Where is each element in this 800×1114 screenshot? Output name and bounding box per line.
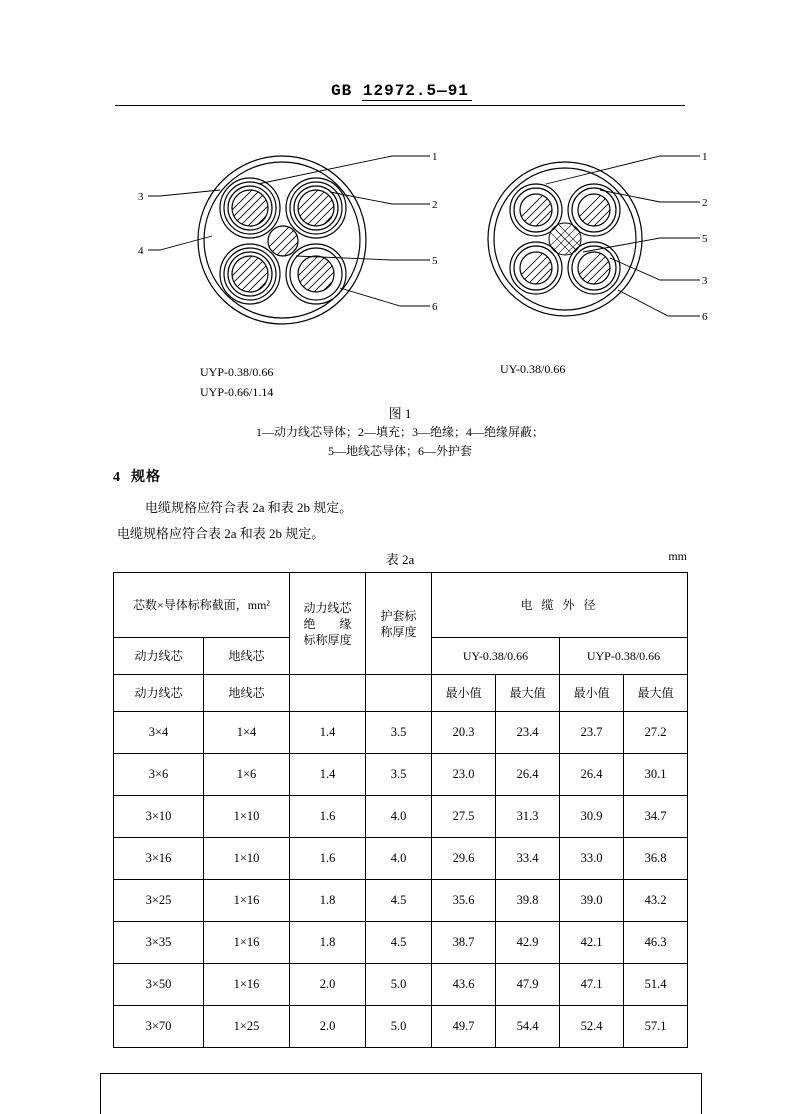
cell-uy-min: 38.7 <box>432 922 496 964</box>
cell-uyp-max: 34.7 <box>624 796 688 838</box>
table-row <box>114 964 688 1006</box>
cell-uy-max: 23.4 <box>496 712 560 754</box>
cell-ins: 1.4 <box>290 712 366 754</box>
cell-uy-min: 23.0 <box>432 754 496 796</box>
cell-uyp-max: 43.2 <box>624 880 688 922</box>
cell-power: 3×4 <box>114 712 204 754</box>
cell-uy-max: 26.4 <box>496 754 560 796</box>
header-uy-group: UY-0.38/0.66 <box>432 638 560 675</box>
header-uyp-min: 最小值 <box>560 675 624 712</box>
header-sheath-line1: 护套标 <box>380 608 417 623</box>
cell-ground: 1×16 <box>204 964 290 1006</box>
section-heading <box>113 466 161 486</box>
cell-sheath: 4.5 <box>366 922 432 964</box>
header-uyp-max: 最大值 <box>624 675 688 712</box>
figure-legend <box>0 423 800 461</box>
cell-sheath: 4.0 <box>366 796 432 838</box>
figure-caption-left <box>200 362 273 402</box>
figure-label-right-2: 2 <box>702 197 708 209</box>
cell-power: 3×70 <box>114 1006 204 1048</box>
cell-uyp-min: 33.0 <box>560 838 624 880</box>
header-sheath-thickness <box>366 573 432 675</box>
cell-ground: 1×10 <box>204 796 290 838</box>
cell-ground: 1×16 <box>204 880 290 922</box>
header-power-core-2: 动力线芯 <box>114 675 204 712</box>
cell-uyp-min: 30.9 <box>560 796 624 838</box>
figure-label-left-4: 4 <box>138 245 144 257</box>
table-row <box>114 796 688 838</box>
header-ground-core: 地线芯 <box>204 638 290 675</box>
cell-uyp-max: 57.1 <box>624 1006 688 1048</box>
cell-sheath: 3.5 <box>366 712 432 754</box>
table-row <box>114 712 688 754</box>
cell-power: 3×16 <box>114 838 204 880</box>
figure-label-right-5: 5 <box>702 233 708 245</box>
cell-power: 3×50 <box>114 964 204 1006</box>
cell-ins: 1.4 <box>290 754 366 796</box>
cell-ins: 1.8 <box>290 880 366 922</box>
cell-uyp-min: 52.4 <box>560 1006 624 1048</box>
figure-label-right-3: 3 <box>702 275 708 287</box>
figure-label-right-6: 6 <box>702 311 708 323</box>
header-sheath-line2: 称厚度 <box>380 624 417 639</box>
header-ins-line3: 标称厚度 <box>303 632 352 647</box>
cell-ground: 1×16 <box>204 922 290 964</box>
cell-uyp-min: 23.7 <box>560 712 624 754</box>
header-ins-line1: 动力线芯 <box>303 600 352 615</box>
header-insulation-thickness <box>290 573 366 675</box>
section-number: 4 <box>113 470 121 485</box>
standard-number: GB 12972.5—91 <box>331 82 469 100</box>
cell-sheath: 4.5 <box>366 880 432 922</box>
cell-ins: 2.0 <box>290 964 366 1006</box>
header-rule <box>115 105 685 106</box>
cell-uy-min: 20.3 <box>432 712 496 754</box>
cell-ground: 1×4 <box>204 712 290 754</box>
footer-box <box>100 1073 702 1114</box>
figure-label-left-5: 5 <box>432 255 438 267</box>
cell-uy-min: 35.6 <box>432 880 496 922</box>
table-title: 表 2a <box>385 552 415 567</box>
cell-ground: 1×6 <box>204 754 290 796</box>
cell-uy-min: 29.6 <box>432 838 496 880</box>
header-uy-max: 最大值 <box>496 675 560 712</box>
cell-uyp-min: 47.1 <box>560 964 624 1006</box>
cell-uyp-min: 39.0 <box>560 880 624 922</box>
page-header <box>115 82 685 102</box>
cell-uy-min: 27.5 <box>432 796 496 838</box>
cell-uyp-max: 51.4 <box>624 964 688 1006</box>
header-sheath-blank <box>366 675 432 712</box>
figure-number: 图 1 <box>388 406 412 421</box>
section-paragraph-2: 电缆规格应符合表 2a 和表 2b 规定。 <box>117 526 325 541</box>
figure-label-left-6: 6 <box>432 301 438 313</box>
cell-uy-max: 33.4 <box>496 838 560 880</box>
cell-uy-max: 54.4 <box>496 1006 560 1048</box>
cell-uyp-max: 36.8 <box>624 838 688 880</box>
figure-label-left-2: 2 <box>432 199 438 211</box>
cell-uyp-max: 46.3 <box>624 922 688 964</box>
figure-caption-left-line2: UYP-0.66/1.14 <box>200 385 274 399</box>
header-power-core: 动力线芯 <box>114 638 204 675</box>
cell-uy-max: 42.9 <box>496 922 560 964</box>
cell-power: 3×35 <box>114 922 204 964</box>
figure-label-left-1: 1 <box>432 151 438 163</box>
cell-uy-min: 49.7 <box>432 1006 496 1048</box>
figure-legend-line1: 1—动力线芯导体；2—填充；3—绝缘；4—绝缘屏蔽； <box>255 425 544 439</box>
spec-table-wrapper <box>113 572 687 1048</box>
table-row <box>114 754 688 796</box>
figure-label-right-1: 1 <box>702 151 708 163</box>
cell-ins: 2.0 <box>290 1006 366 1048</box>
cell-uy-max: 39.8 <box>496 880 560 922</box>
header-ins-blank <box>290 675 366 712</box>
figure-label-left-3: 3 <box>138 191 144 203</box>
table-row <box>114 880 688 922</box>
figure-caption-left-line1: UYP-0.38/0.66 <box>200 365 274 379</box>
cell-uy-max: 31.3 <box>496 796 560 838</box>
cell-power: 3×6 <box>114 754 204 796</box>
header-ins-line2: 绝 缘 <box>303 616 352 631</box>
header-outer-diameter: 电 缆 外 径 <box>432 573 688 638</box>
spec-table-2a <box>113 572 688 1048</box>
cell-sheath: 5.0 <box>366 964 432 1006</box>
cell-ins: 1.6 <box>290 838 366 880</box>
cell-ins: 1.8 <box>290 922 366 964</box>
cell-uyp-min: 42.1 <box>560 922 624 964</box>
cell-sheath: 5.0 <box>366 1006 432 1048</box>
cell-ground: 1×10 <box>204 838 290 880</box>
cell-uyp-max: 30.1 <box>624 754 688 796</box>
header-uyp-group: UYP-0.38/0.66 <box>560 638 688 675</box>
figure-area <box>0 140 800 460</box>
header-ground-core-2: 地线芯 <box>204 675 290 712</box>
figure-legend-line2: 5—地线芯导体；6—外护套 <box>327 444 472 458</box>
table-unit: mm <box>668 549 687 563</box>
standard-number-underline <box>362 100 472 101</box>
cell-power: 3×10 <box>114 796 204 838</box>
header-cores-section: 芯数×导体标称截面，mm² <box>114 573 290 638</box>
cell-sheath: 3.5 <box>366 754 432 796</box>
cell-uy-min: 43.6 <box>432 964 496 1006</box>
table-row <box>114 1006 688 1048</box>
table-row <box>114 838 688 880</box>
section-title: 规格 <box>131 470 161 485</box>
header-uy-min: 最小值 <box>432 675 496 712</box>
cell-ins: 1.6 <box>290 796 366 838</box>
cell-uy-max: 47.9 <box>496 964 560 1006</box>
cell-uyp-min: 26.4 <box>560 754 624 796</box>
cell-uyp-max: 27.2 <box>624 712 688 754</box>
cell-ground: 1×25 <box>204 1006 290 1048</box>
cell-power: 3×25 <box>114 880 204 922</box>
section-paragraph-1: 电缆规格应符合表 2a 和表 2b 规定。 <box>145 500 353 515</box>
figure-caption-right: UY-0.38/0.66 <box>500 362 566 376</box>
cell-sheath: 4.0 <box>366 838 432 880</box>
table-row <box>114 922 688 964</box>
